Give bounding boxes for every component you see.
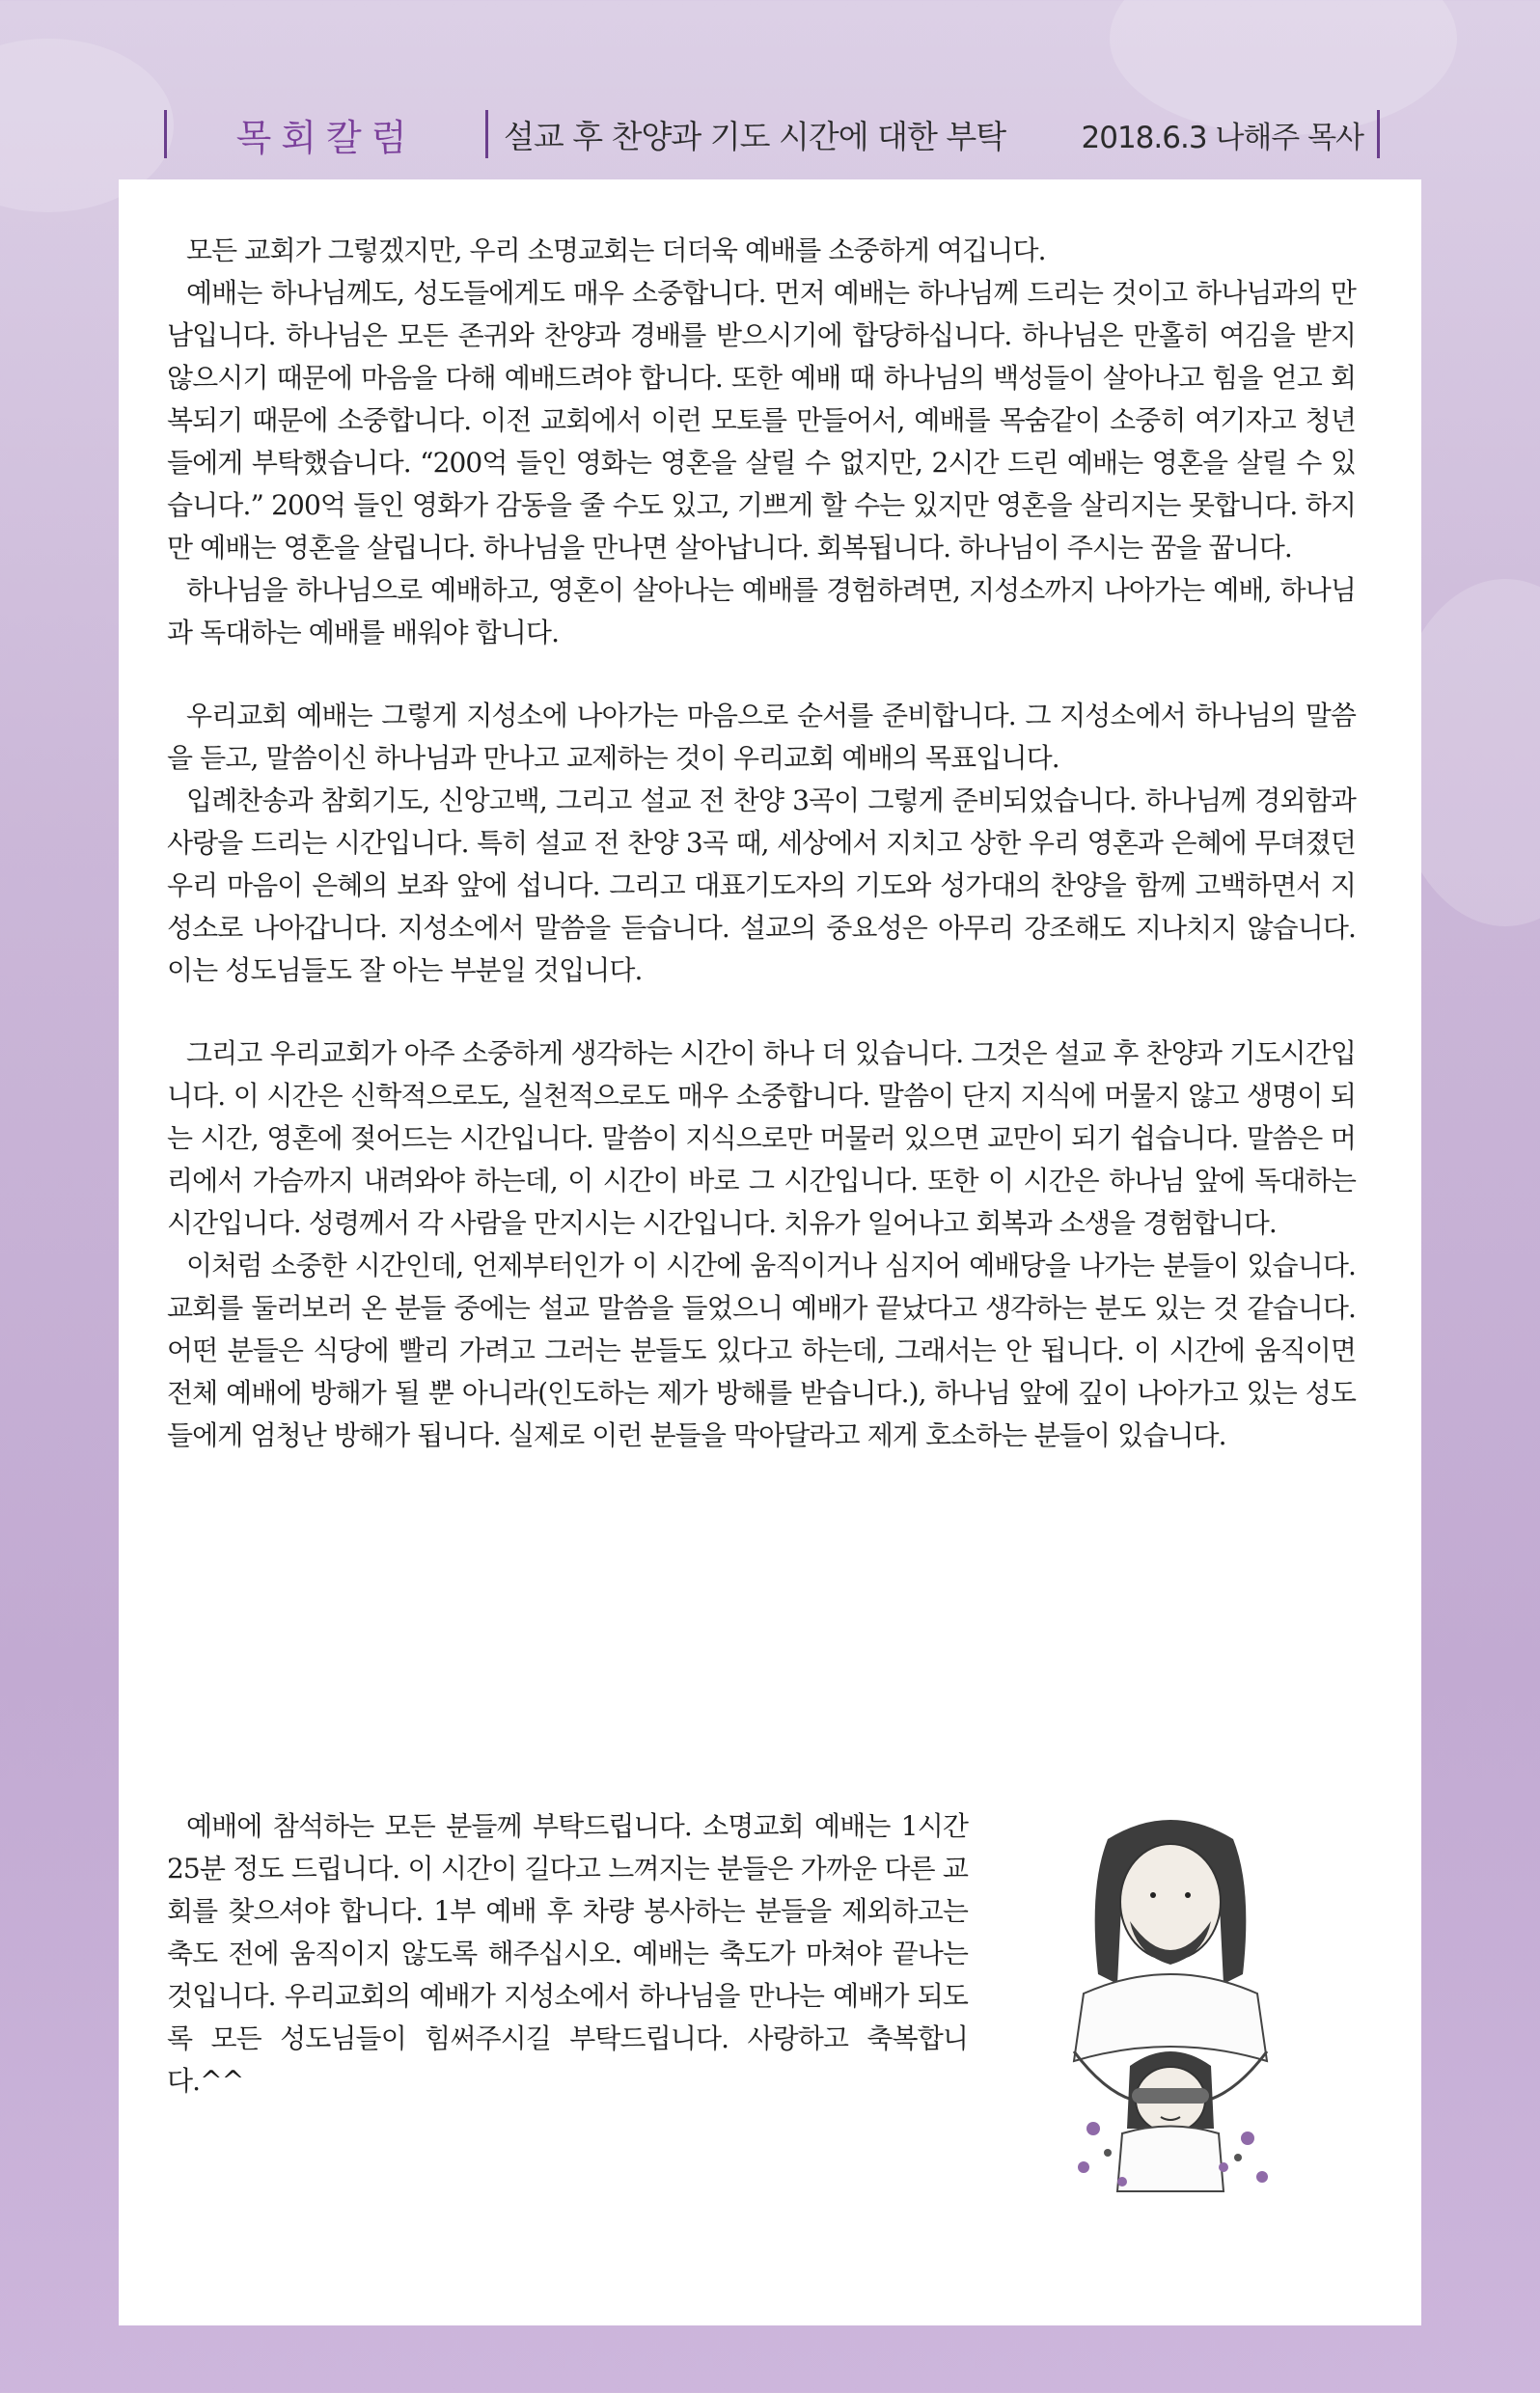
header-divider [485, 110, 488, 158]
date-author: 2018.6.3 나해주 목사 [1081, 120, 1363, 155]
header-divider [1377, 110, 1380, 158]
paragraph: 하나님을 하나님으로 예배하고, 영혼이 살아나는 예배를 경험하려면, 지성소까지 나아가는 예배, 하나님과 독대하는 예배를 배워야 합니다. [167, 574, 1356, 648]
paragraph: 그리고 우리교회가 아주 소중하게 생각하는 시간이 하나 더 있습니다. 그것은 설교 후 찬양과 기도시간입니다. 이 시간은 신학적으로도, 실천적으로도 매우 소중합니다. 말씀이 단지 지식에 머물지 않고 생명이 되는 시간, 영혼에 젖어드는 시간입니다. 말씀이 지식으로만 머물러 있으면 교만이 되기 쉽습니다. 말씀은 머리에서 가슴까지 내려와야 하는데, 이 시간이 바로 그 시간입니다. 또한 이 시간은 하나님 앞에 독대하는 시간입니다. 성령께서 각 사람을 만지시는 시간입니다. 치유가 일어나고 회복과 소생을 경험합니다. [167, 1037, 1356, 1239]
column-title: 설교 후 찬양과 기도 시간에 대한 부탁 [504, 117, 1006, 155]
paragraph: 입례찬송과 참회기도, 신앙고백, 그리고 설교 전 찬양 3곡이 그렇게 준비되었습니다. 하나님께 경외함과 사랑을 드리는 시간입니다. 특히 설교 전 찬양 3곡 때, 세상에서 지치고 상한 우리 영혼과 은혜에 무뎌졌던 우리 마음이 은혜의 보좌 앞에 섭니다. 그리고 대표기도자의 기도와 성가대의 찬양을 함께 고백하면서 지성소로 나아갑니다. 지성소에서 말씀을 듣습니다. 설교의 중요성은 아무리 강조해도 지나치지 않습니다. 이는 성도님들도 잘 아는 부분일 것입니다. [167, 784, 1356, 986]
paragraph: 예배에 참석하는 모든 분들께 부탁드립니다. 소명교회 예배는 1시간 25분 정도 드립니다. 이 시간이 길다고 느껴지는 분들은 가까운 다른 교회를 찾으셔야 합니다. 1부 예배 후 차량 봉사하는 분들을 제외하고는 축도 전에 움직이지 않도록 해주십시오. 예배는 축도가 마쳐야 끝나는 것입니다. 우리교회의 예배가 지성소에서 하나님을 만나는 예배가 되도록 모든 성도님들이 힘써주시길 부탁드립니다. 사랑하고 축복합니다.^^ [167, 1810, 968, 2097]
paragraph: 예배는 하나님께도, 성도들에게도 매우 소중합니다. 먼저 예배는 하나님께 드리는 것이고 하나님과의 만남입니다. 하나님은 모든 존귀와 찬양과 경배를 받으시기에 합당하십니다. 하나님은 만홀히 여김을 받지 않으시기 때문에 마음을 다해 예배드려야 합니다. 또한 예배 때 하나님의 백성들이 살아나고 힘을 얻고 회복되기 때문에 소중합니다. 이전 교회에서 이런 모토를 만들어서, 예배를 목숨같이 소중히 여기자고 청년들에게 부탁했습니다. “200억 들인 영화는 영혼을 살릴 수 없지만, 2시간 드린 예배는 영혼을 살릴 수 있습니다.” 200억 들인 영화가 감동을 줄 수도 있고, 기쁘게 할 수는 있지만 영혼을 살리지는 못합니다. 하지만 예배는 영혼을 살립니다. 하나님을 만나면 살아납니다. 회복됩니다. 하나님이 주시는 꿈을 꿉니다. [167, 277, 1356, 564]
section-title: 목회칼럼 [235, 116, 417, 159]
paragraph: 우리교회 예배는 그렇게 지성소에 나아가는 마음으로 순서를 준비합니다. 그 지성소에서 하나님의 말씀을 듣고, 말씀이신 하나님과 만나고 교제하는 것이 우리교회 예배의 목표입니다. [167, 700, 1356, 774]
article-body [167, 230, 1356, 1457]
article-paper [119, 179, 1421, 2325]
paragraph: 모든 교회가 그렇겠지만, 우리 소명교회는 더더욱 예배를 소중하게 여깁니다. [186, 234, 1046, 266]
closing-request [167, 1805, 968, 2103]
jesus-embrace-illustration [1016, 1810, 1325, 2196]
paragraph: 이처럼 소중한 시간인데, 언제부터인가 이 시간에 움직이거나 심지어 예배당을 나가는 분들이 있습니다. 교회를 둘러보러 온 분들 중에는 설교 말씀을 들었으니 예배가 끝났다고 생각하는 분도 있는 것 같습니다. 어떤 분들은 식당에 빨리 가려고 그러는 분들도 있다고 하는데, 그래서는 안 됩니다. 이 시간에 움직이면 전체 예배에 방해가 될 뿐 아니라(인도하는 제가 방해를 받습니다.), 하나님 앞에 깊이 나아가고 있는 성도들에게 엄청난 방해가 됩니다. 실제로 이런 분들을 막아달라고 제게 호소하는 분들이 있습니다. [167, 1250, 1356, 1451]
column-header [164, 104, 1380, 164]
